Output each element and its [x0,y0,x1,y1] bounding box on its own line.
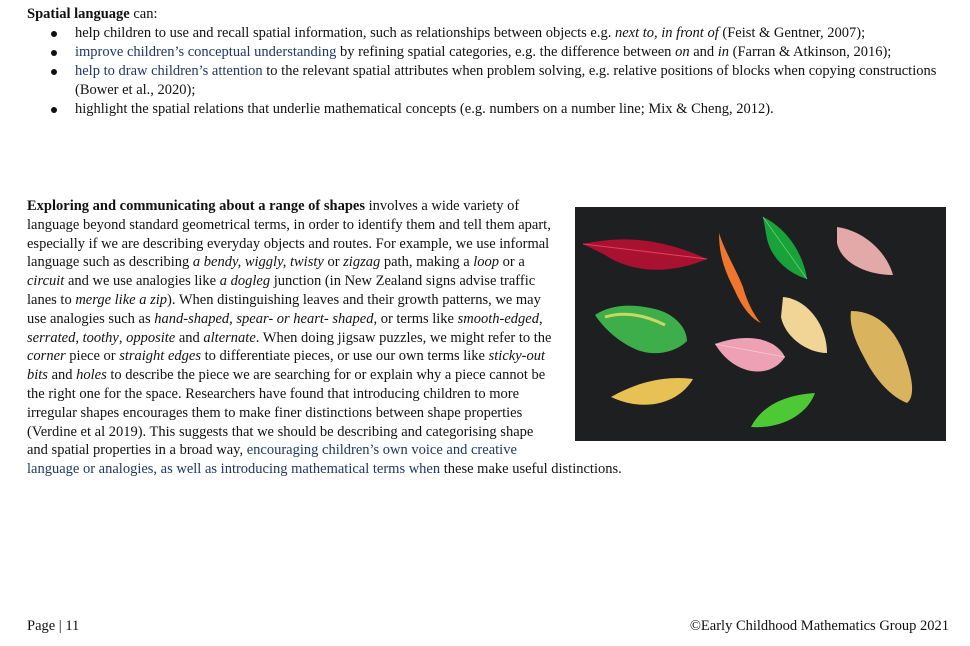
paragraph-text-segment: these make useful distinctions. [440,461,622,478]
page-number: Page | 11 [27,618,80,634]
bullet-text-segment: help children to use and recall spatial information, such as relationships between objects e.g. [75,25,615,41]
paragraph-text-segment: and we use analogies like [64,273,220,290]
bullet-text-segment: (Farran & Atkinson, 2016); [729,44,892,60]
paragraph-text-segment: or a [499,254,525,271]
bullet-list [27,24,952,119]
paragraph-text-segment: . When doing jigsaw puzzles, we might refer to the [255,329,552,346]
paragraph-text-segment: circuit [27,273,65,290]
paragraph-text-segment: straight edges [119,348,201,365]
spatial-language-heading [27,5,158,24]
bullet-dot-icon [51,69,57,75]
paragraph-text-segment: encouraging children’s own voice and creative language or analogies, as well as introducing mathematical terms when [27,442,517,478]
paragraph-text-segment: holes [76,367,107,384]
paragraph-text-segment: loop [473,254,500,271]
bullet-text-segment: improve children’s conceptual understanding [75,44,337,60]
paragraph-text-segment: merge like a zip [75,291,168,308]
paragraph-text-segment: Exploring and communicating about a range of shapes [27,198,365,214]
paragraph-text-segment: a bendy, wiggly, twisty [192,254,324,271]
paragraph-text-segment: junction (in New Zealand signs advise traffic lanes to [27,273,536,308]
paragraph-text-segment: path, making a [380,254,474,271]
paragraph-text-segment: , or terms like [373,310,458,327]
paragraph-text-segment: zigzag [343,254,381,271]
bullet-text-segment: by refining spatial categories, e.g. the difference between [336,44,676,60]
heading-rest: can: [129,6,158,22]
paragraph-text-segment: alternate [203,329,256,346]
bullet-text-segment: and [689,44,718,60]
shapes-paragraph-text [27,198,622,477]
paragraph-text-segment: and [47,367,77,384]
leaves-image [575,207,946,441]
bullet-dot-icon [51,107,57,113]
leaves-photo [575,207,946,441]
bullet-item [27,62,952,100]
bullet-item [27,24,952,43]
paragraph-text-segment: opposite [126,329,176,346]
copyright-notice: ©Early Childhood Mathematics Group 2021 [689,618,949,634]
paragraph-text-segment: a dogleg [219,273,271,290]
paragraph-text-segment: to differentiate pieces, or use our own terms like [200,348,489,365]
paragraph-text-segment: and [175,329,204,346]
paragraph-text-segment: , [118,329,127,346]
bullet-dot-icon [51,31,57,37]
bullet-text-segment: highlight the spatial relations that underlie mathematical concepts (e.g. numbers on a number line; Mix & Cheng, 2012). [75,101,774,117]
paragraph-text-segment: corner [27,348,66,365]
bullet-item [27,43,952,62]
paragraph-text-segment: hand-shaped, spear- or heart- shaped [154,310,374,327]
bullet-text-segment: on [675,44,690,60]
bullet-text-segment: help to draw children’s attention [75,63,263,79]
heading-bold: Spatial language [27,6,130,22]
bullet-dot-icon [51,50,57,56]
bullet-text-segment: (Feist & Gentner, 2007); [718,25,866,41]
paragraph-text-segment: or [323,254,344,271]
bullet-text-segment: to the relevant spatial attributes when problem solving, e.g. relative positions of blocks when copying constructions (Bower et al., 2020); [75,63,937,98]
bullet-text-segment: next to, in front of [614,25,719,41]
paragraph-text-segment: ). When distinguishing leaves and their growth patterns, we may use analogies such as [27,291,541,327]
paragraph-text-segment: smooth-edged [457,310,539,327]
paragraph-text-segment: involves a wide variety of language beyond standard geometrical terms, in order to identify them and tell them apart, especially if we are describing everyday objects and routes. For example, we use informal language such as describing [27,198,551,271]
paragraph-text-segment: sticky-out bits [27,348,545,384]
shapes-paragraph [27,197,952,479]
paragraph-text-segment: , [538,310,543,327]
bullet-text-segment: in [717,44,730,60]
paragraph-text-segment: to describe the piece we are searching for or explain why a piece cannot be the right one for the space. Researchers have found that introducing children to more irregular shapes encourages them to make finer distinctions between shape properties (Verdine et al 2019). This suggests that we should be describing and categorising shape and spatial properties in a broad way, [27,367,546,459]
paragraph-text-segment: piece or [65,348,120,365]
paragraph-text-segment: serrated, toothy [27,329,119,346]
bullet-item [27,100,952,119]
